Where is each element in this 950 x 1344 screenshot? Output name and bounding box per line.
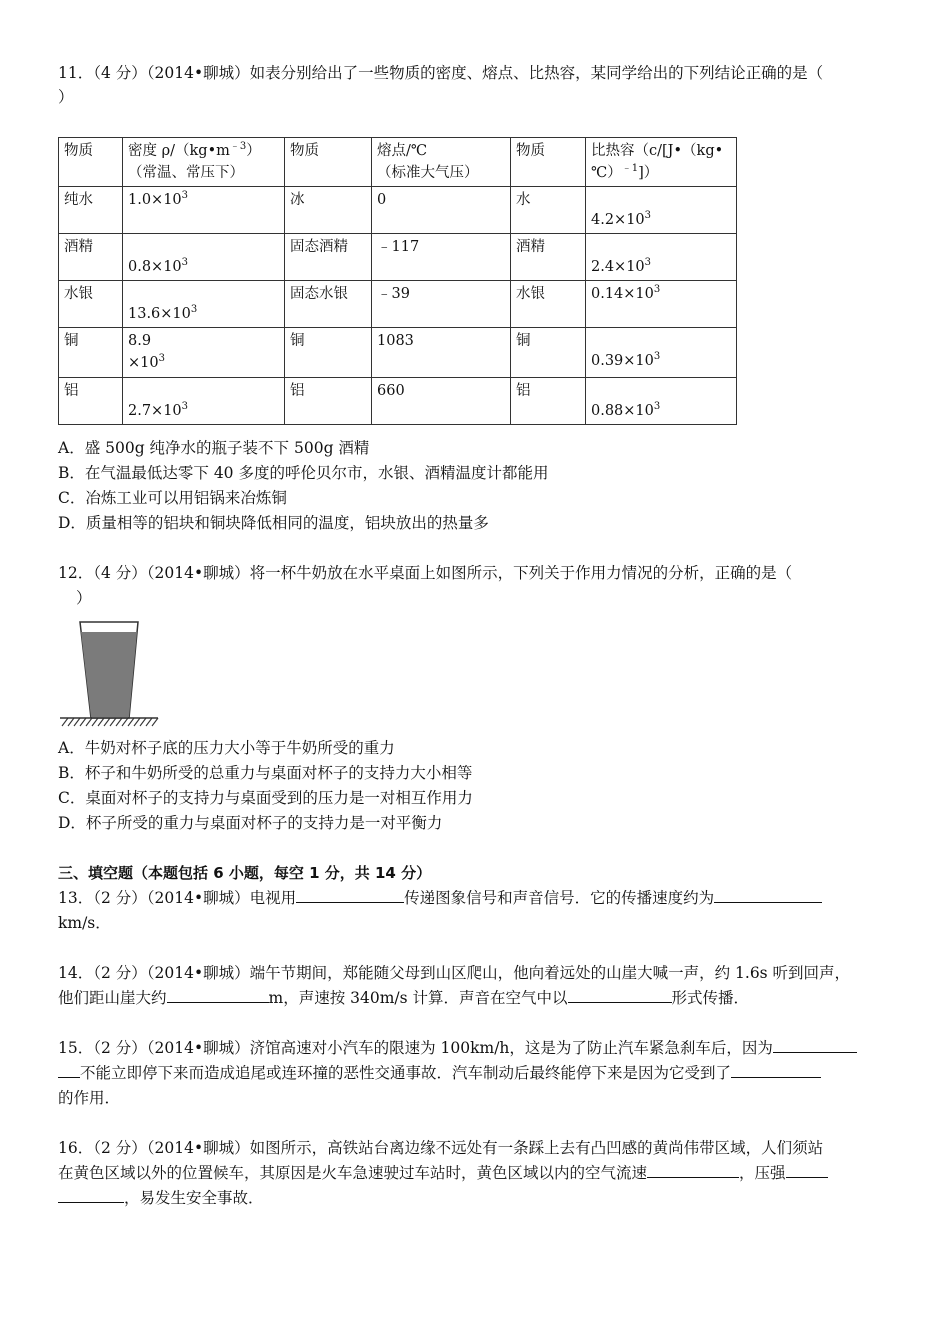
table-cell: 水银 [59, 281, 123, 328]
table-cell: 纯水 [59, 187, 123, 234]
q14-line2: 他们距山崖大约 m，声速按 340m/s 计算．声音在空气中以 形式传播． [58, 989, 750, 1007]
table-cell: $0.88\times 10^3$ [586, 378, 737, 425]
table-cell: 铜 [511, 328, 586, 378]
q15-blank-1a[interactable] [773, 1037, 857, 1053]
q11-option-c[interactable]: C．冶炼工业可以用铝锅来冶炼铜 [58, 489, 287, 507]
q15-line3: 的作用． [58, 1089, 121, 1107]
q13-blank-1[interactable] [296, 887, 404, 903]
q12-option-b[interactable]: B．杯子和牛奶所受的总重力与桌面对杯子的支持力大小相等 [58, 764, 473, 782]
table-cell: $2.7\times 10^3$ [123, 378, 285, 425]
q11-option-b[interactable]: B．在气温最低达零下 40 多度的呼伦贝尔市，水银、酒精温度计都能用 [58, 464, 549, 482]
table-cell: $0.14\times 10^3$ [586, 281, 737, 328]
table-cell: $1.0\times 10^3$ [123, 187, 285, 234]
properties-table [58, 137, 737, 425]
table-row [59, 378, 737, 425]
table-cell: 1083 [372, 328, 511, 378]
table-cell: 水 [511, 187, 586, 234]
table-cell: 铜 [59, 328, 123, 378]
table-row [59, 328, 737, 378]
table-row [59, 187, 737, 234]
table-cell: 铝 [285, 378, 372, 425]
q12-stem-line2: ） [76, 589, 92, 607]
table-cell: 660 [372, 378, 511, 425]
table-cell: 0 [372, 187, 511, 234]
q16-line3: ，易发生安全事故． [58, 1187, 264, 1209]
q12-option-d[interactable]: D．杯子所受的重力与桌面对杯子的支持力是一对平衡力 [58, 814, 443, 832]
q15-line2: 不能立即停下来而造成追尾或连环撞的恶性交通事故．汽车制动后最终能停下来是因为它受到了 [58, 1062, 821, 1084]
q16-blank-1[interactable] [647, 1162, 739, 1178]
q15-blank-2[interactable] [731, 1062, 821, 1078]
q14-blank-2[interactable] [568, 987, 672, 1003]
q16-blank-2b[interactable] [58, 1187, 124, 1203]
header-specific-heat: 比热容（c/[J•（kg• ℃）$^{﹣1}$]） [586, 138, 737, 187]
table-row [59, 234, 737, 281]
table-cell: $0.8\times 10^3$ [123, 234, 285, 281]
table-cell: 水银 [511, 281, 586, 328]
header-substance-3: 物质 [511, 138, 586, 187]
q11-stem-line2: ） [58, 88, 74, 106]
q12-option-c[interactable]: C．桌面对杯子的支持力与桌面受到的压力是一对相互作用力 [58, 789, 473, 807]
table-cell: ﹣39 [372, 281, 511, 328]
header-melting-point: 熔点/℃ （标准大气压） [372, 138, 511, 187]
milk-cup-figure [58, 618, 162, 730]
q13-line2: km/s． [58, 914, 111, 932]
table-hatching [62, 718, 158, 726]
q15-line1: 15．（2 分）（2014•聊城）济馆高速对小汽车的限速为 100km/h，这是为了防止汽车紧急刹车后，因为 [58, 1037, 857, 1059]
q13-line1: 13．（2 分）（2014•聊城）电视用 传递图象信号和声音信号．它的传播速度约为 [58, 887, 822, 909]
table-row [59, 281, 737, 328]
section-3-heading: 三、填空题（本题包括 6 小题，每空 1 分，共 14 分） [58, 864, 432, 882]
q12-option-a[interactable]: A．牛奶对杯子底的压力大小等于牛奶所受的重力 [58, 739, 395, 757]
q11-option-d[interactable]: D．质量相等的铝块和铜块降低相同的温度，铝块放出的热量多 [58, 514, 489, 532]
q12-stem-line1: 12．（4 分）（2014•聊城）将一杯牛奶放在水平桌面上如图所示，下列关于作用力情况的分析，正确的是（ [58, 564, 793, 582]
table-cell: 8.9 $\times 10^3$ [123, 328, 285, 378]
table-cell: $2.4\times 10^3$ [586, 234, 737, 281]
table-cell: $13.6\times 10^3$ [123, 281, 285, 328]
q13-blank-2[interactable] [714, 887, 822, 903]
table-cell: 固态酒精 [285, 234, 372, 281]
table-cell: 冰 [285, 187, 372, 234]
q11-option-a[interactable]: A．盛 500g 纯净水的瓶子装不下 500g 酒精 [58, 439, 370, 457]
table-cell: 铜 [285, 328, 372, 378]
table-cell: 铝 [511, 378, 586, 425]
table-cell: 固态水银 [285, 281, 372, 328]
table-cell: $0.39\times 10^3$ [586, 328, 737, 378]
header-substance-2: 物质 [285, 138, 372, 187]
q16-line2: 在黄色区域以外的位置候车，其原因是火车急速驶过车站时，黄色区域以内的空气流速 ，压强 [58, 1162, 828, 1184]
table-cell: 酒精 [511, 234, 586, 281]
q16-blank-2a[interactable] [786, 1162, 828, 1178]
table-cell: 铝 [59, 378, 123, 425]
table-cell: $4.2\times 10^3$ [586, 187, 737, 234]
header-substance-1: 物质 [59, 138, 123, 187]
q16-line1: 16．（2 分）（2014•聊城）如图所示，高铁站台离边缘不远处有一条踩上去有凸凹感的黄尚伟带区域，人们须站 [58, 1139, 824, 1157]
q14-blank-1[interactable] [167, 987, 269, 1003]
header-density: 密度 $\rho/(kg•m^{﹣3})$ （常温、常压下） [123, 138, 285, 187]
q11-stem-line1: 11．（4 分）（2014•聊城）如表分别给出了一些物质的密度、熔点、比热容，某同学给出的下列结论正确的是（ [58, 64, 824, 82]
q14-line1: 14．（2 分）（2014•聊城）端午节期间，郑能随父母到山区爬山，他向着远处的山崖大喊一声，约 1.6s 听到回声， [58, 964, 851, 982]
table-header-row [59, 138, 737, 187]
table-cell: ﹣117 [372, 234, 511, 281]
table-cell: 酒精 [59, 234, 123, 281]
q15-blank-1b[interactable] [58, 1062, 80, 1078]
